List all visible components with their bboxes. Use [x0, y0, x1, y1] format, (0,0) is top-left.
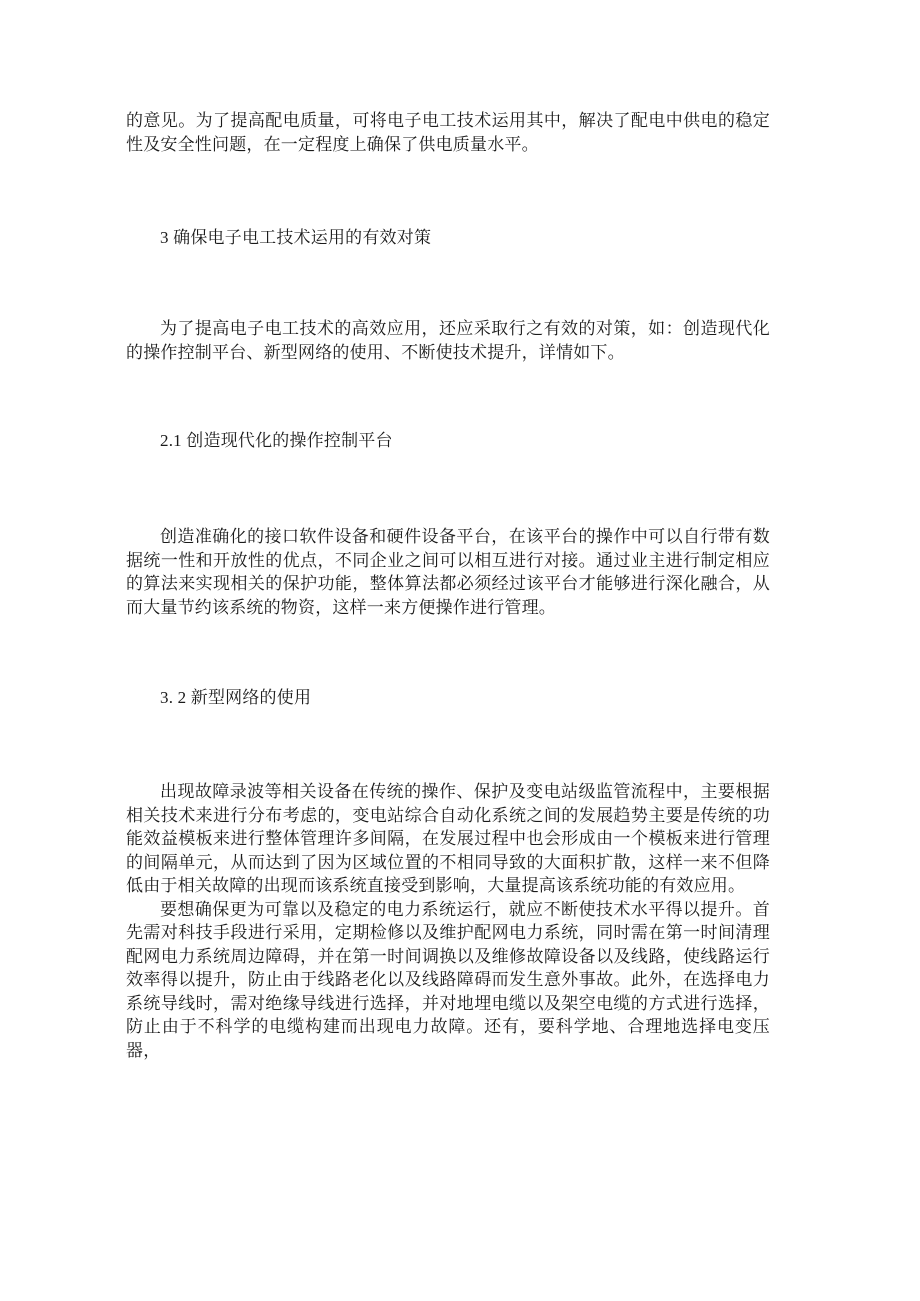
paragraph-intro: 为了提高电子电工技术的高效应用，还应采取行之有效的对策，如：创造现代化的操作控制平台、新型网络的使用、不断使技术提升，详情如下。 [126, 319, 770, 362]
paragraph-platform: 创造准确化的接口软件设备和硬件设备平台，在该平台的操作中可以自行带有数据统一性和开放性的优点，不同企业之间可以相互进行对接。通过业主进行制定相应的算法来实现相关的保护功能，整体算法都必须经过该平台才能够进行深化融合，从而大量节约该系统的物资，这样一来方便操作进行管理。 [126, 527, 770, 617]
subsection-heading-2-1: 2.1 创造现代化的操作控制平台 [160, 431, 393, 450]
paragraph-network: 出现故障录波等相关设备在传统的操作、保护及变电站级监管流程中，主要根据相关技术来进行分布考虑的，变电站综合自动化系统之间的发展趋势主要是传统的功能效益模板来进行整体管理许多间隔，在发展过程中也会形成由一个模板来进行管理的间隔单元，从而达到了因为区域位置的不相同导致的大面积扩散，这样一来不但降低由于相关故障的出现而该系统直接受到影响，大量提高该系统功能的有效应用。 [126, 782, 770, 895]
section-heading-3: 3 确保电子电工技术运用的有效对策 [160, 228, 432, 247]
paragraph-continuation: 的意见。为了提高配电质量，可将电子电工技术运用其中，解决了配电中供电的稳定性及安全性问题，在一定程度上确保了供电质量水平。 [126, 111, 770, 154]
paragraph-reliability: 要想确保更为可靠以及稳定的电力系统运行，就应不断使技术水平得以提升。首先需对科技手段进行采用，定期检修以及维护配网电力系统，同时需在第一时间清理配网电力系统周边障碍，并在第一时间调换以及维修故障设备以及线路，使线路运行效率得以提升，防止由于线路老化以及线路障碍而发生意外事故。此外，在选择电力系统导线时，需对绝缘导线进行选择，并对地埋电缆以及架空电缆的方式进行选择，防止由于不科学的电缆构建而出现电力故障。还有，要科学地、合理地选择电变压器， [126, 899, 770, 1060]
subsection-heading-3-2: 3. 2 新型网络的使用 [160, 688, 312, 707]
paragraph-group [126, 780, 770, 1062]
